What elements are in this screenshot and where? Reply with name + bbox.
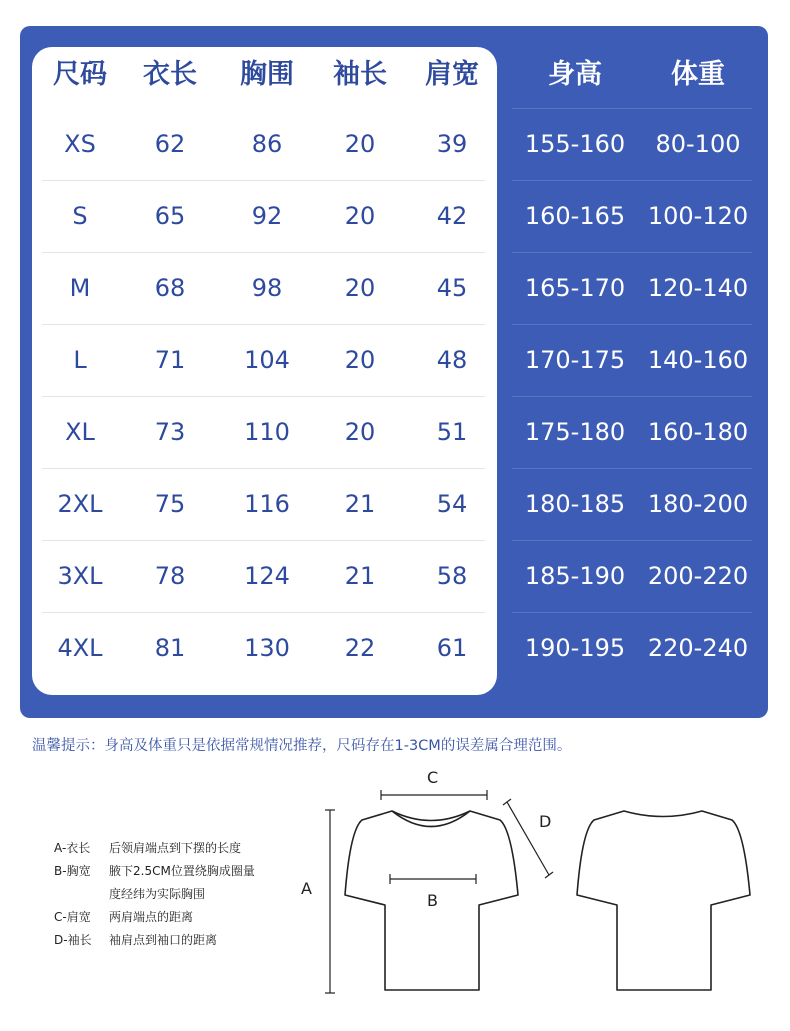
table-cell-sleeve: 20 — [344, 202, 376, 230]
table-cell-weight: 140-160 — [647, 346, 749, 374]
table-cell-chest: 98 — [251, 274, 283, 302]
table-cell-sleeve: 21 — [344, 562, 376, 590]
legend-description: 两肩端点的距离 — [109, 910, 194, 924]
table-cell-weight: 160-180 — [647, 418, 749, 446]
table-cell-weight: 120-140 — [647, 274, 749, 302]
legend-description: 袖肩点到袖口的距离 — [109, 933, 218, 947]
table-cell-height: 180-185 — [524, 490, 626, 518]
back-shirt — [577, 811, 750, 990]
table-cell-size: L — [73, 346, 87, 374]
table-cell-length: 81 — [154, 634, 186, 662]
table-cell-shoulder: 51 — [436, 418, 468, 446]
table-cell-height: 170-175 — [524, 346, 626, 374]
legend-key: D-袖长 — [54, 933, 92, 947]
table-cell-shoulder: 42 — [436, 202, 468, 230]
legend-description: 度经纬为实际胸围 — [109, 887, 206, 901]
table-cell-chest: 116 — [244, 490, 290, 518]
table-cell-length: 68 — [154, 274, 186, 302]
table-cell-shoulder: 45 — [436, 274, 468, 302]
table-cell-size: 2XL — [57, 490, 103, 518]
table-cell-height: 175-180 — [524, 418, 626, 446]
table-cell-shoulder: 48 — [436, 346, 468, 374]
column-header: 衣长 — [143, 59, 197, 90]
table-cell-size: XS — [64, 130, 96, 158]
column-header: 胸围 — [240, 59, 294, 90]
column-header: 体重 — [671, 59, 725, 90]
legend-key: C-肩宽 — [54, 910, 91, 924]
table-cell-shoulder: 39 — [436, 130, 468, 158]
label-a: A — [301, 879, 312, 898]
label-b: B — [427, 891, 438, 910]
table-cell-length: 78 — [154, 562, 186, 590]
table-cell-length: 71 — [154, 346, 186, 374]
table-cell-weight: 200-220 — [647, 562, 749, 590]
table-cell-chest: 124 — [244, 562, 290, 590]
table-cell-chest: 86 — [251, 130, 283, 158]
table-cell-size: 4XL — [57, 634, 103, 662]
legend-description: 后领肩端点到下摆的长度 — [109, 841, 242, 855]
legend-description: 腋下2.5CM位置绕胸成圈量 — [109, 864, 255, 878]
table-cell-height: 155-160 — [524, 130, 626, 158]
table-cell-sleeve: 21 — [344, 490, 376, 518]
table-cell-size: 3XL — [57, 562, 103, 590]
table-cell-sleeve: 20 — [344, 346, 376, 374]
table-cell-size: M — [69, 274, 91, 302]
label-c: C — [427, 768, 439, 787]
table-cell-weight: 100-120 — [647, 202, 749, 230]
table-cell-height: 160-165 — [524, 202, 626, 230]
table-cell-sleeve: 20 — [344, 274, 376, 302]
table-cell-chest: 130 — [244, 634, 290, 662]
table-cell-chest: 92 — [251, 202, 283, 230]
table-cell-sleeve: 20 — [344, 418, 376, 446]
table-cell-sleeve: 22 — [344, 634, 376, 662]
table-cell-sleeve: 20 — [344, 130, 376, 158]
column-header: 袖长 — [333, 59, 387, 90]
legend-key: A-衣长 — [54, 841, 91, 855]
table-cell-chest: 110 — [244, 418, 290, 446]
table-cell-length: 75 — [154, 490, 186, 518]
table-cell-height: 185-190 — [524, 562, 626, 590]
table-cell-height: 165-170 — [524, 274, 626, 302]
table-cell-shoulder: 54 — [436, 490, 468, 518]
sizing-note: 温馨提示：身高及体重只是依据常规情况推荐，尺码存在1-3CM的误差属合理范围。 — [32, 738, 572, 754]
table-cell-height: 190-195 — [524, 634, 626, 662]
table-cell-shoulder: 58 — [436, 562, 468, 590]
table-cell-chest: 104 — [244, 346, 290, 374]
column-header: 尺码 — [53, 59, 107, 90]
label-d: D — [539, 812, 552, 831]
table-cell-length: 62 — [154, 130, 186, 158]
table-cell-shoulder: 61 — [436, 634, 468, 662]
table-cell-size: S — [72, 202, 88, 230]
column-header: 身高 — [548, 59, 602, 90]
table-cell-length: 73 — [154, 418, 186, 446]
table-cell-weight: 220-240 — [647, 634, 749, 662]
table-cell-size: XL — [65, 418, 95, 446]
column-header: 肩宽 — [425, 59, 479, 90]
table-cell-length: 65 — [154, 202, 186, 230]
legend-key: B-胸宽 — [54, 864, 91, 878]
table-cell-weight: 80-100 — [655, 130, 741, 158]
table-cell-weight: 180-200 — [647, 490, 749, 518]
